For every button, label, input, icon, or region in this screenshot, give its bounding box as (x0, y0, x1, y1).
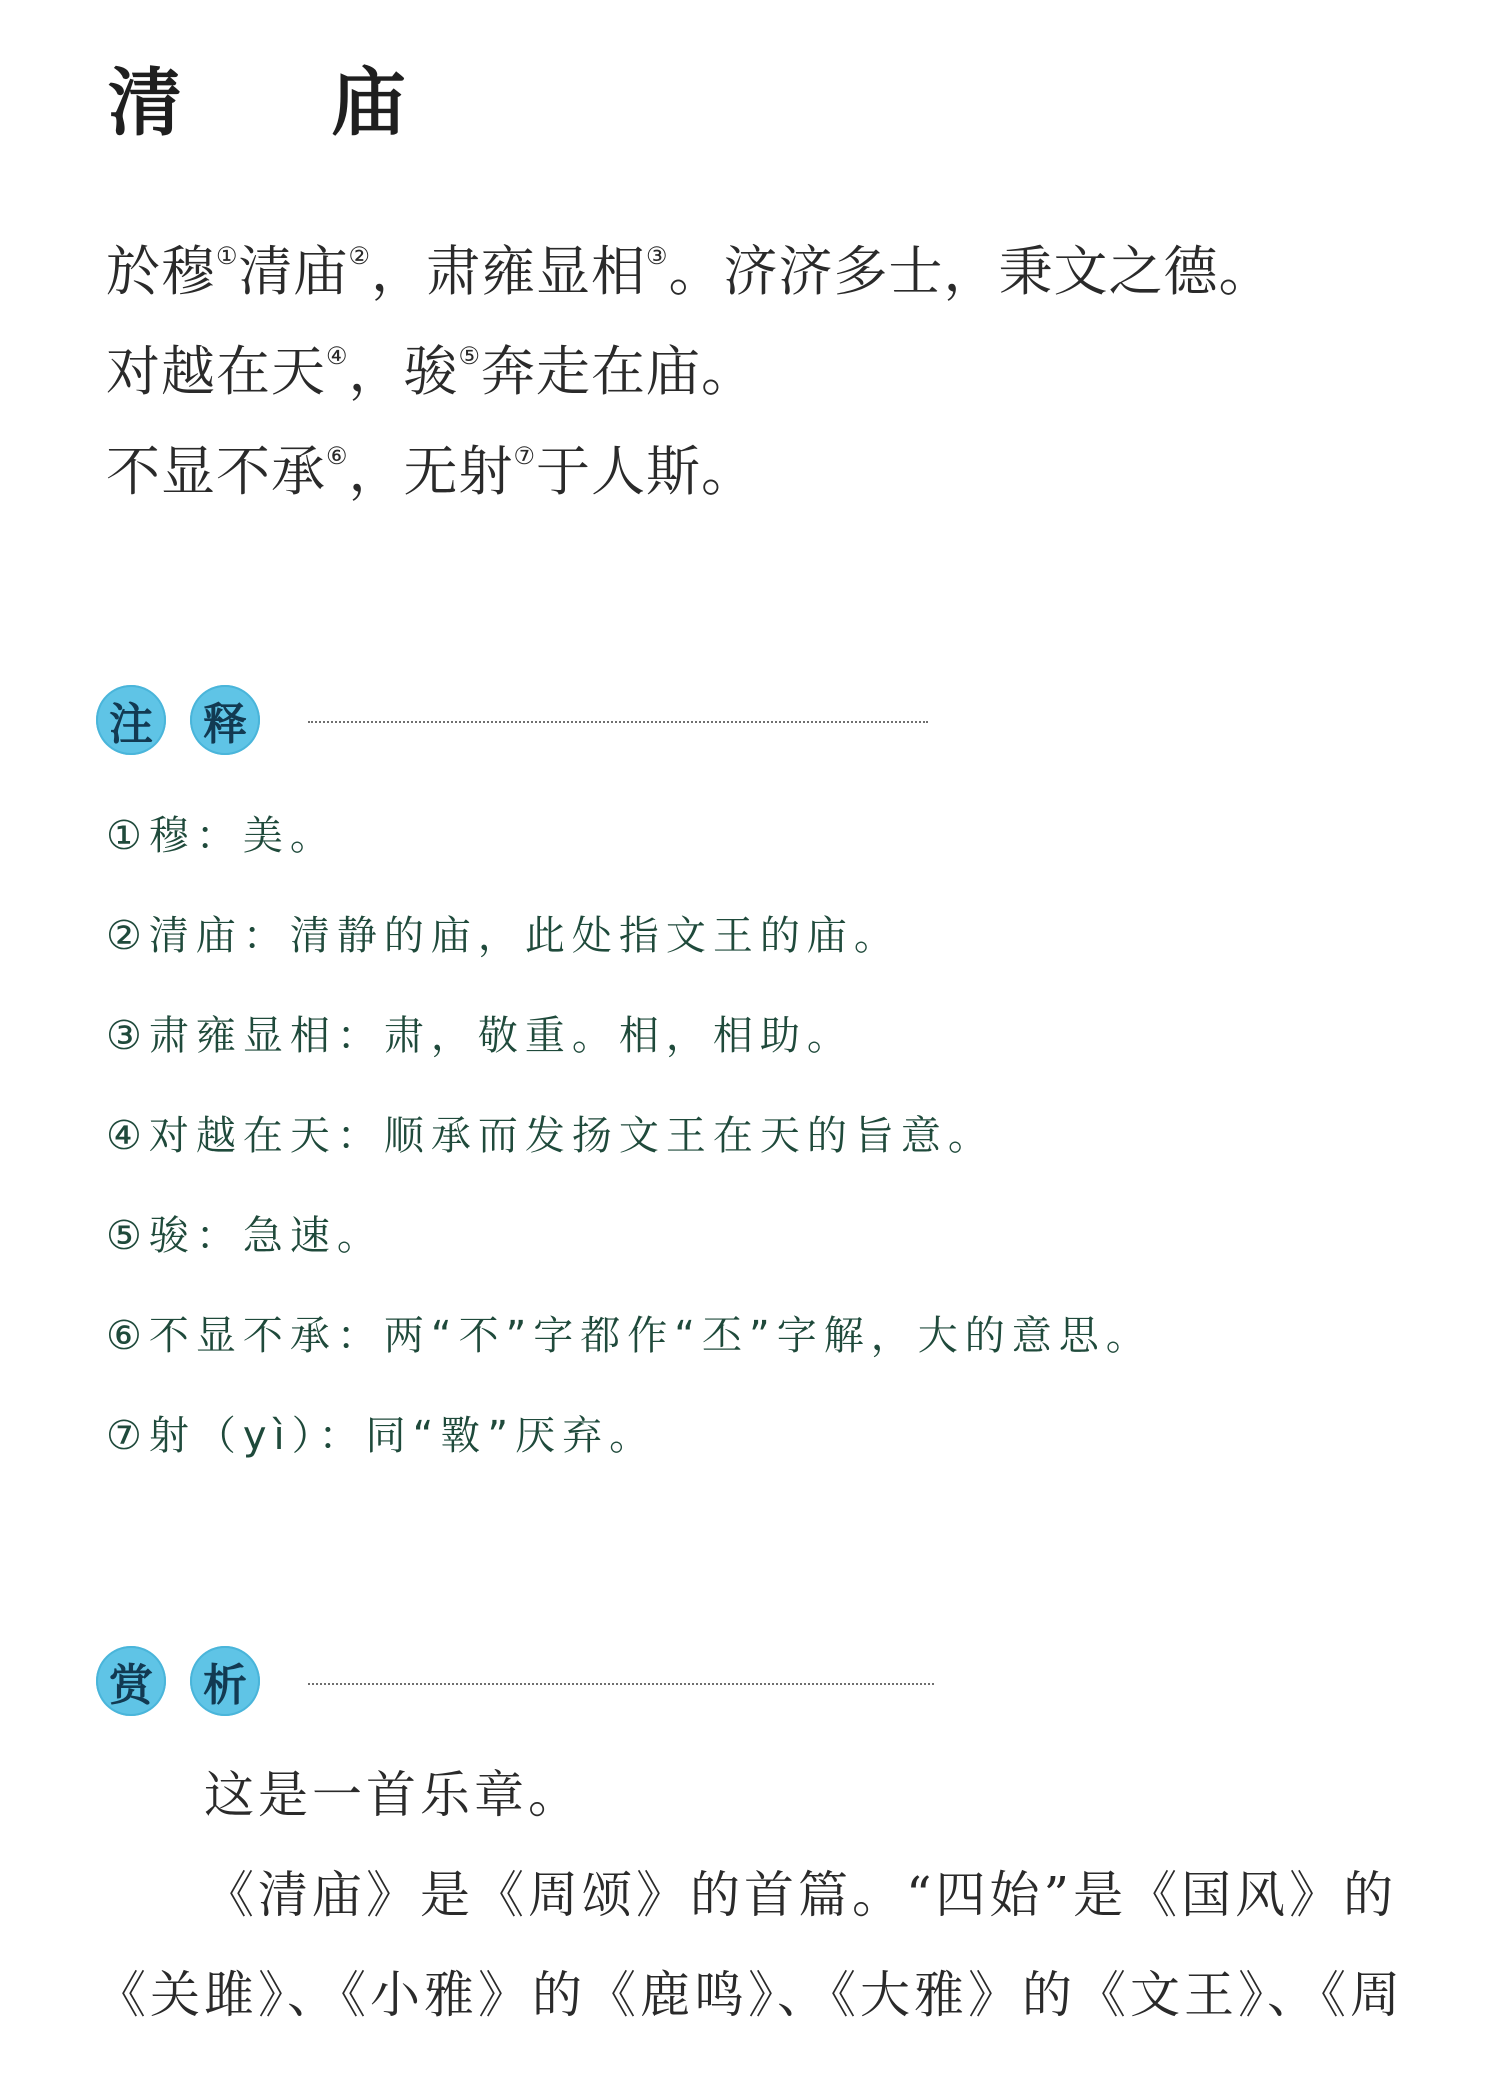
poem-line-3: 不显不承⑥，无射⑦于人斯。 (106, 440, 757, 503)
analysis-text (96, 1745, 1426, 2045)
analysis-paragraph-2: 《清庙》是《周颂》的首篇。“四始”是《国风》的《关雎》、《小雅》的《鹿鸣》、《大雅》的《文王》、《周 (96, 1866, 1404, 2024)
note-item: ②清庙：清静的庙，此处指文王的庙。 (106, 913, 901, 959)
notes-badge-2: 释 (190, 685, 260, 755)
note-item: ④对越在天：顺承而发扬文王在天的旨意。 (106, 1113, 995, 1159)
poem-line-2: 对越在天④，骏⑤奔走在庙。 (106, 340, 757, 403)
poem-line-1: 於穆①清庙②，肃雍显相③。济济多士，秉文之德。 (106, 240, 1274, 303)
analysis-badge-2: 析 (190, 1646, 260, 1716)
notes-list (106, 786, 1406, 1486)
analysis-badge-1: 赏 (96, 1646, 166, 1716)
analysis-paragraph-1: 这是一首乐章。 (204, 1766, 582, 1824)
note-item: ⑥不显不承：两“不”字都作“丕”字解，大的意思。 (106, 1313, 1153, 1359)
page-title: 清 庙 (108, 60, 468, 146)
notes-header (96, 684, 284, 756)
note-item: ⑦射（yì）：同“斁”厌弃。 (106, 1413, 657, 1459)
note-item: ③肃雍显相：肃，敬重。相，相助。 (106, 1013, 854, 1059)
note-item: ①穆：美。 (106, 813, 337, 859)
analysis-header (96, 1645, 284, 1717)
note-item: ⑤骏：急速。 (106, 1213, 384, 1259)
analysis-divider (308, 1683, 934, 1685)
poem-text (106, 222, 1406, 522)
notes-badge-1: 注 (96, 685, 166, 755)
notes-divider (308, 721, 928, 723)
